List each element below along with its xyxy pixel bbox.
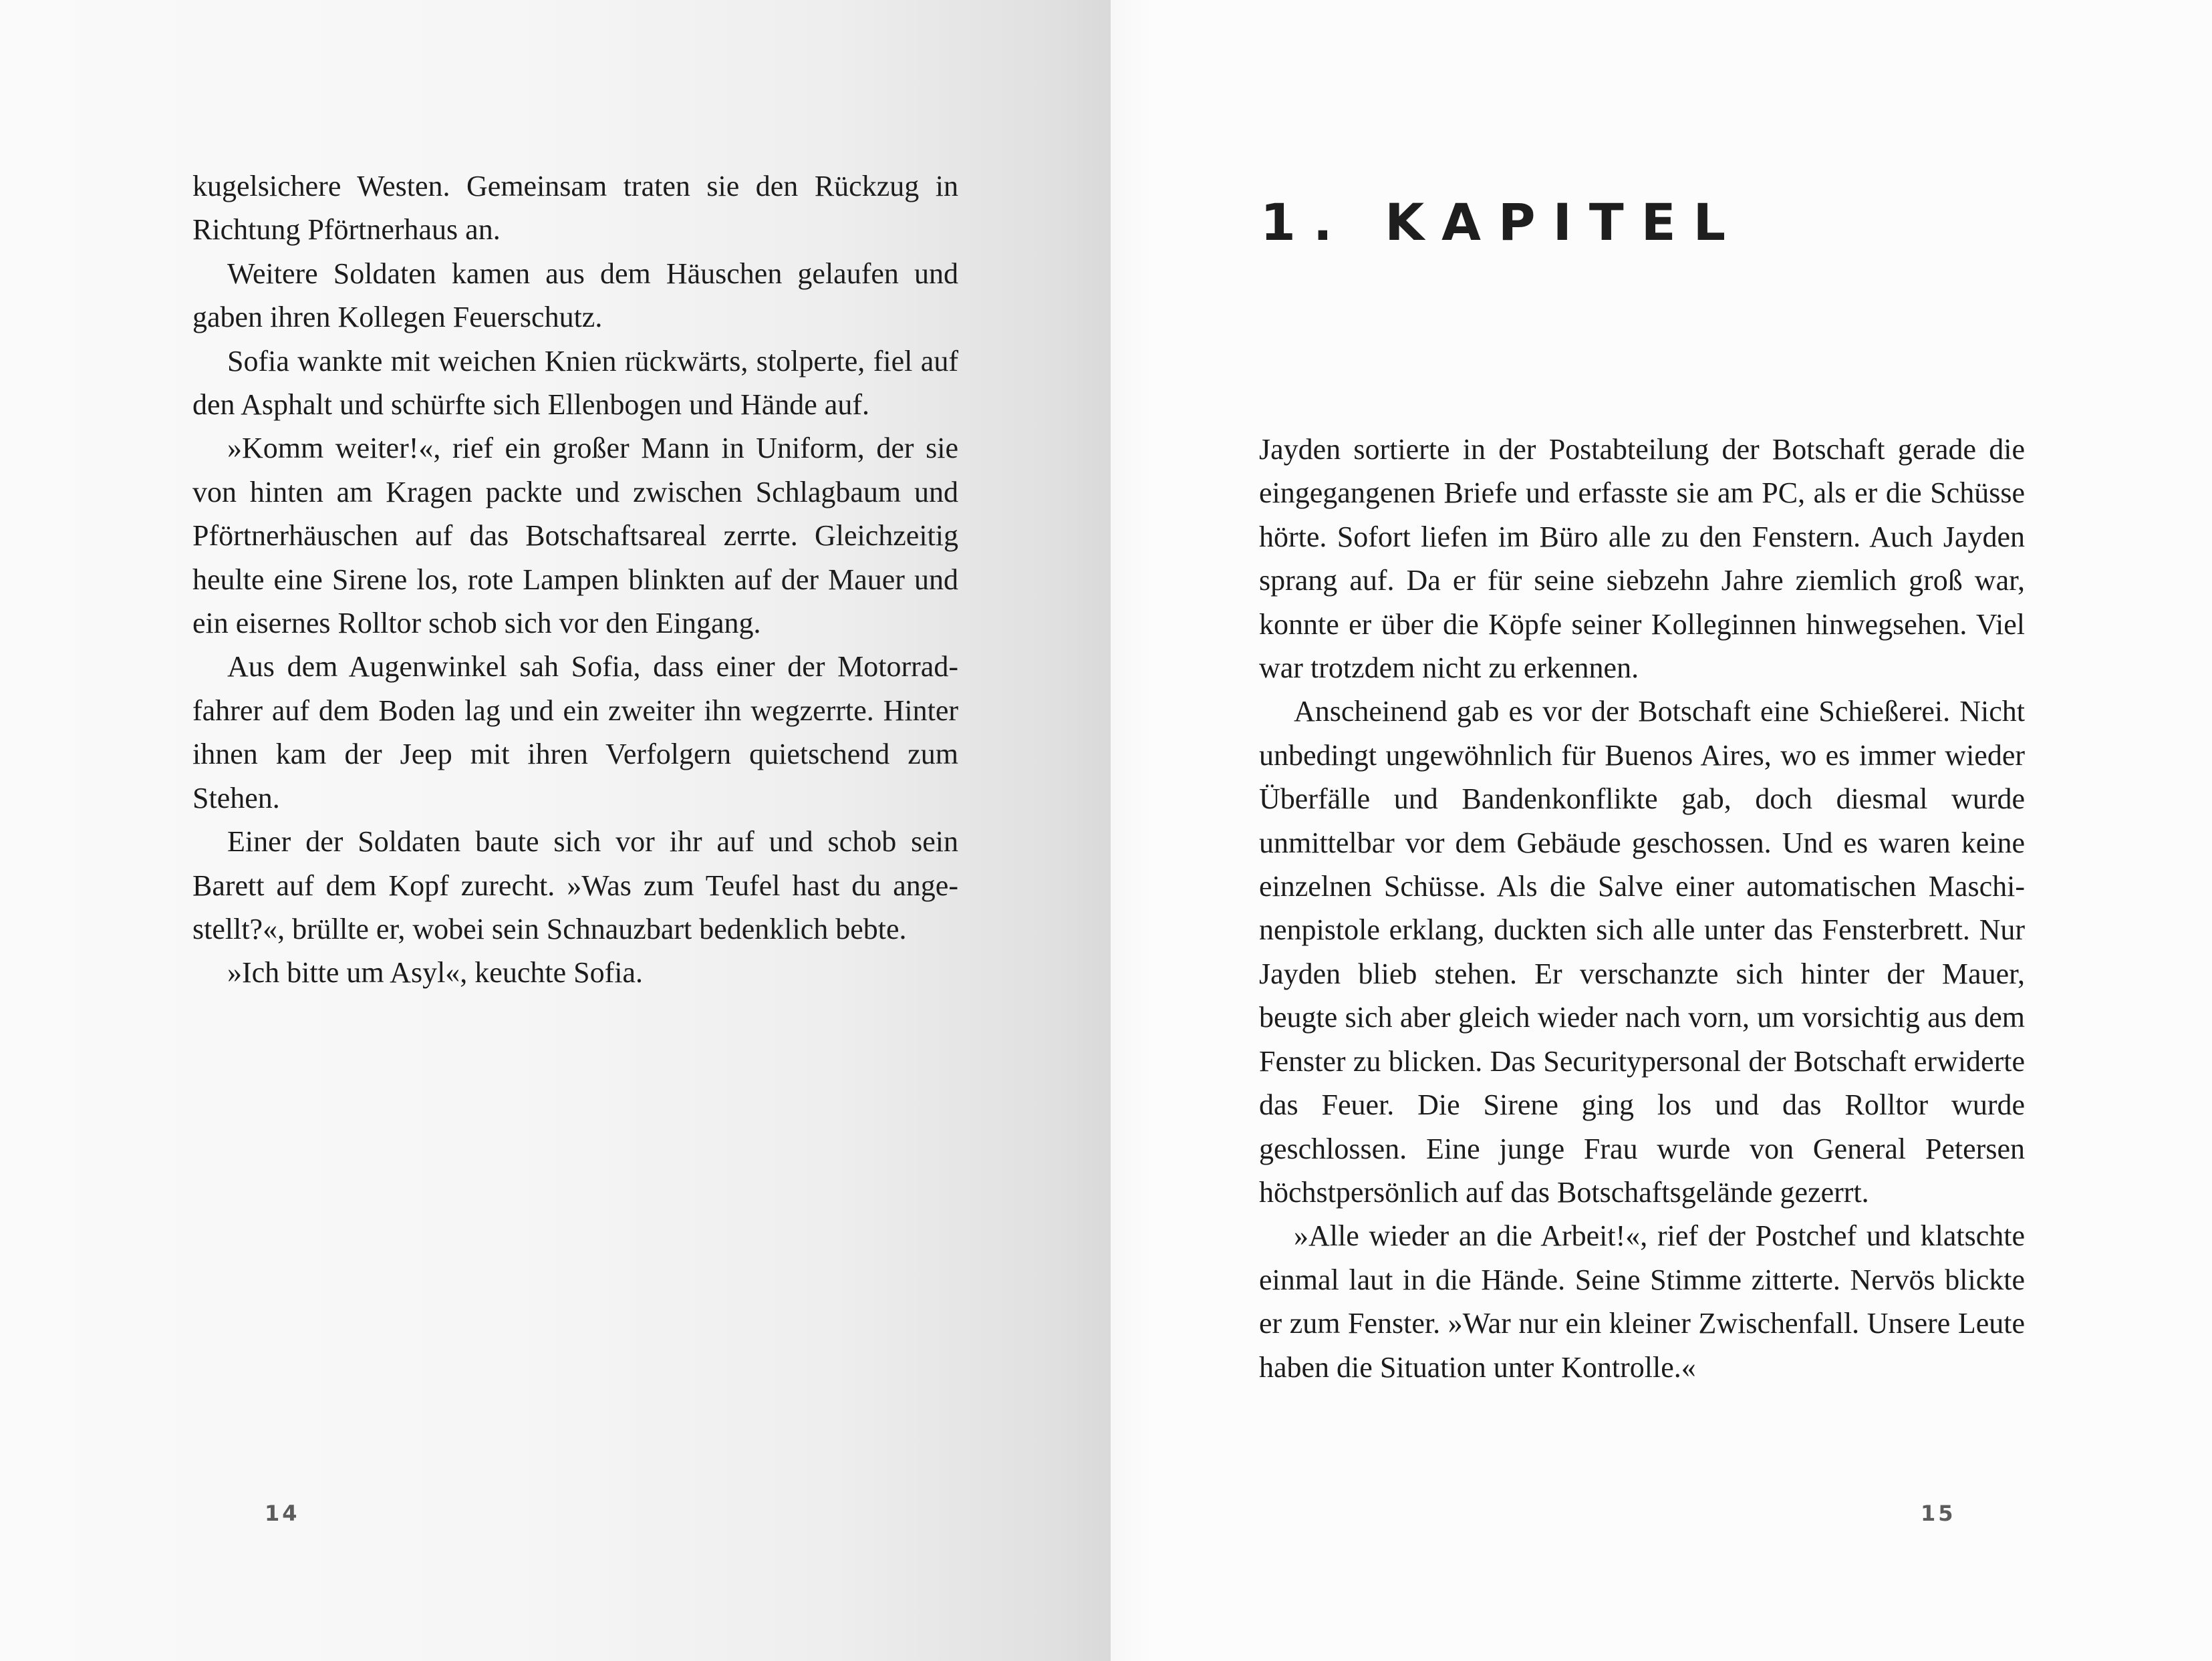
right-page-body — [1259, 428, 2025, 1389]
right-paragraph-1: Jayden sortierte in der Postabteilung der Botschaft gerade die eingegangenen Briefe und erfasste sie am PC, als er die Schüsse hörte. Sofort liefen im Büro alle zu den Fenstern. Auch Jayden sprang auf. Da er für seine siebzehn Jahre ziemlich groß war, konnte er über die Köpfe seiner Kolleginnen hinwegsehen. Viel war trotzdem nicht zu erkennen. — [1259, 433, 2025, 685]
left-paragraph-5: Aus dem Augenwinkel sah Sofia, dass einer der Motorradfahrer auf dem Boden lag und ein zweiter ihn wegzerrte. Hinter ihnen kam der Jeep mit ihren Verfolgern quietschend zum Stehen. — [192, 650, 958, 814]
chapter-title: 1. KAPITEL — [1260, 192, 1744, 252]
left-paragraph-4: »Komm weiter!«, rief ein großer Mann in Uniform, der sie von hinten am Kragen packte und zwischen Schlagbaum und Pförtnerhäuschen auf das Botschaftsareal zerrte. Gleichzeitig heulte eine Sirene los, rote Lampen blinkten auf der Mauer und ein eisernes Rolltor schob sich vor den Eingang. — [192, 432, 958, 640]
left-paragraph-1: kugelsichere Westen. Gemeinsam traten sie den Rückzug in Richtung Pförtnerhaus an. — [192, 170, 958, 247]
left-paragraph-6: Einer der Soldaten baute sich vor ihr auf und schob sein Barett auf dem Kopf zurecht. »Was zum Teufel hast du angestellt?«, brüllte er, wobei sein Schnauzbart bedenklich bebte. — [192, 825, 958, 945]
right-paragraph-2: Anscheinend gab es vor der Botschaft eine Schießerei. Nicht unbedingt ungewöhnlich für Buenos Aires, wo es immer wieder Überfälle und Bandenkonflikte gab, doch diesmal wurde unmittelbar vor dem Gebäude geschossen. Und es waren keine einzelnen Schüsse. Als die Salve einer automatischen Maschinenpistole erklang, duckten sich alle unter das Fensterbrett. Nur Jayden blieb stehen. Er verschanzte sich hinter der Mauer, beugte sich aber gleich wieder nach vorn, um vorsichtig aus dem Fenster zu blicken. Das Securitypersonal der Botschaft erwiderte das Feuer. Die Sirene ging los und das Rolltor wurde geschlossen. Eine junge Frau wurde von General Petersen höchstpersönlich auf das Botschaftsgelände gezerrt. — [1259, 695, 2025, 1209]
left-paragraph-2: Weitere Soldaten kamen aus dem Häuschen gelaufen und gaben ihren Kollegen Feuerschutz. — [192, 257, 958, 334]
right-page-number: 15 — [1921, 1501, 1956, 1526]
left-paragraph-3: Sofia wankte mit weichen Knien rückwärts, stolperte, fiel auf den Asphalt und schürfte sich Ellenbogen und Hände auf. — [192, 344, 958, 422]
left-page-body — [192, 164, 958, 995]
right-page — [1111, 0, 2212, 1661]
left-page-number: 14 — [265, 1501, 300, 1526]
left-paragraph-7: »Ich bitte um Asyl«, keuchte Sofia. — [227, 956, 643, 990]
right-paragraph-3: »Alle wieder an die Arbeit!«, rief der Postchef und klatschte einmal laut in die Hände. Seine Stimme zitterte. Nervös blickte er zum Fenster. »War nur ein kleiner Zwischenfall. Unsere Leute haben die Situation unter Kontrolle.« — [1259, 1219, 2025, 1384]
